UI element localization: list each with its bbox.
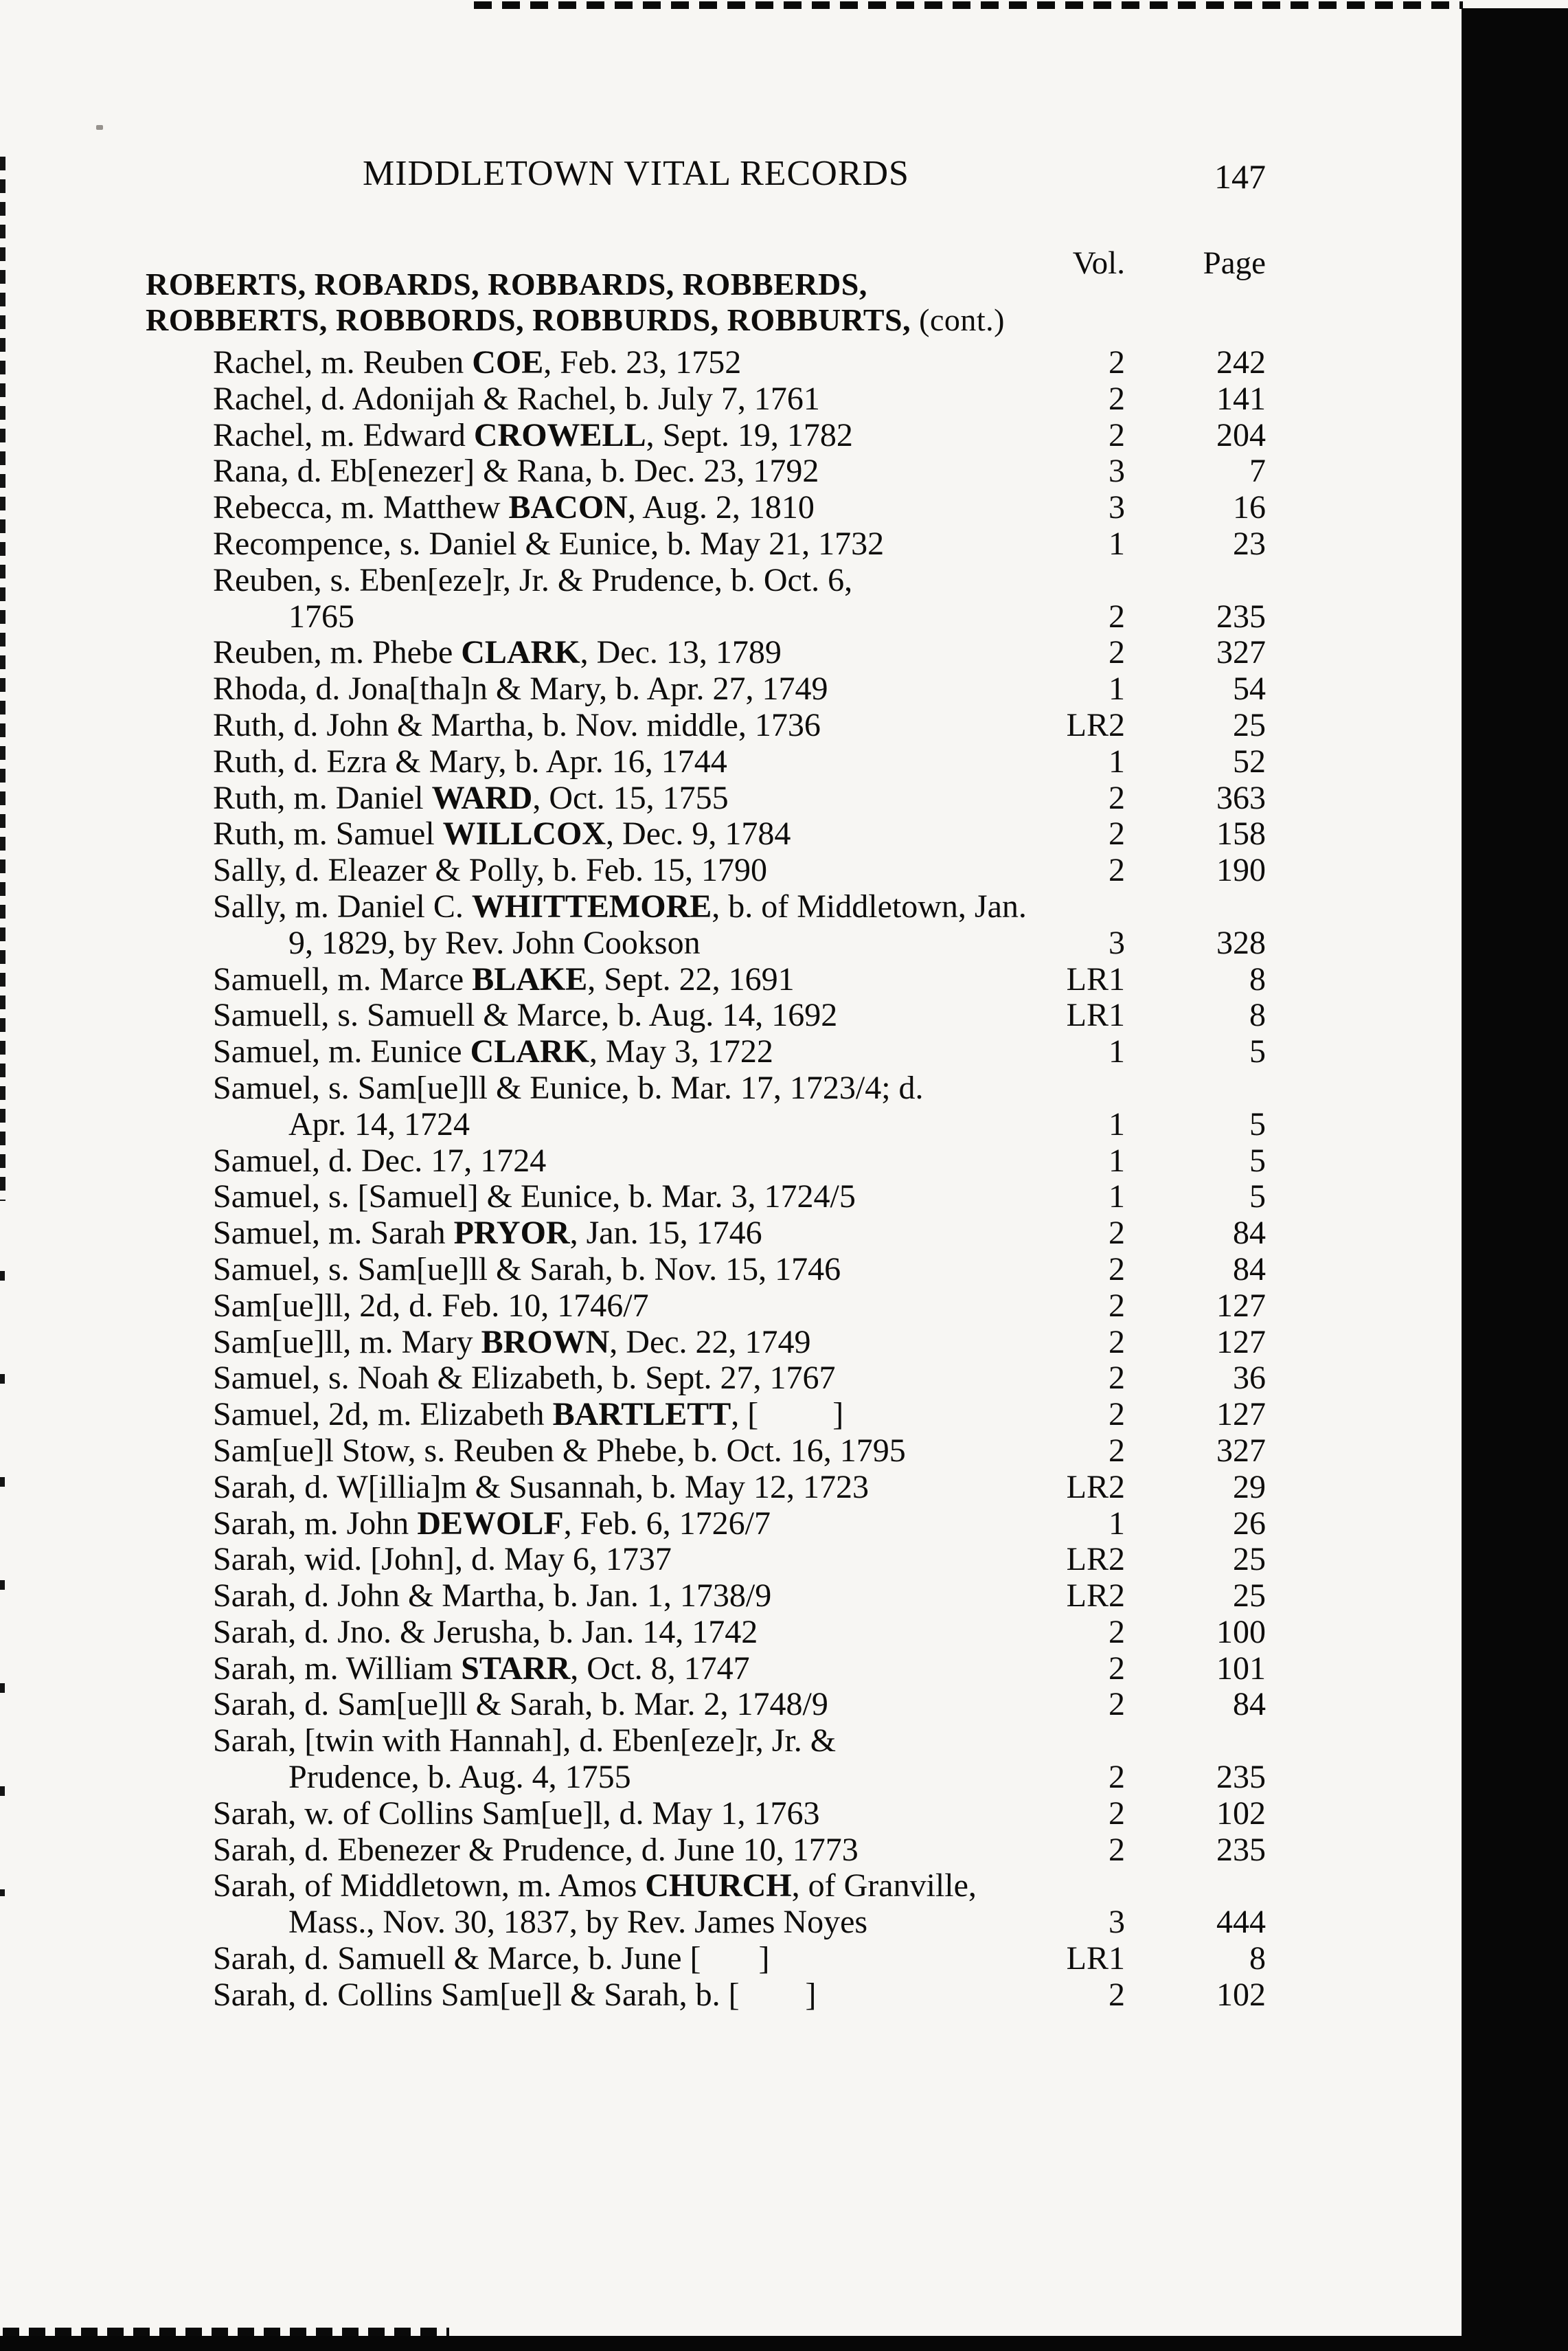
record-text: Samuel, d. Dec. 17, 1724 [213,1142,547,1179]
record-vol: 2 [1109,634,1125,671]
page-title: MIDDLETOWN VITAL RECORDS [363,154,909,193]
record-text: Sarah, d. Samuell & Marce, b. June [ ] [213,1940,770,1977]
record-row [0,1252,1568,1288]
record-vol: LR2 [1066,1577,1125,1615]
record-vol: 2 [1109,1976,1125,2013]
record-page: 16 [1233,489,1266,526]
record-row [0,563,1568,599]
record-vol: 1 [1109,1033,1125,1070]
record-text: Sam[ue]ll, m. Mary BROWN, Dec. 22, 1749 [213,1323,811,1360]
record-text: Sarah, [twin with Hannah], d. Eben[eze]r, Jr. & [213,1722,837,1759]
record-page: 235 [1216,1831,1266,1868]
record-vol: 1 [1109,1505,1125,1542]
record-text: Sarah, d. Sam[ue]ll & Sarah, b. Mar. 2, 1748/9 [213,1686,828,1723]
record-page: 328 [1216,924,1266,961]
record-vol: 2 [1109,1250,1125,1287]
record-page: 127 [1216,1287,1266,1324]
record-page: 5 [1249,1105,1266,1143]
record-vol: 2 [1109,380,1125,417]
record-text: Prudence, b. Aug. 4, 1755 [288,1759,631,1796]
record-text: Rebecca, m. Matthew BACON, Aug. 2, 1810 [213,489,815,526]
surname-heading [146,267,1005,338]
record-row [0,816,1568,853]
record-text: Sarah, wid. [John], d. May 6, 1737 [213,1541,672,1578]
record-row [0,1397,1568,1433]
surname-heading-line1: ROBERTS, ROBARDS, ROBBARDS, ROBBERDS, [146,267,867,302]
record-vol: 1 [1109,1105,1125,1143]
record-text: 9, 1829, by Rev. John Cookson [288,924,701,961]
record-vol: 1 [1109,1142,1125,1179]
entries-list [0,345,1568,2014]
record-text: Sarah, d. John & Martha, b. Jan. 1, 1738/9 [213,1577,772,1615]
record-page: 127 [1216,1396,1266,1433]
record-row [0,1143,1568,1180]
record-page: 8 [1249,960,1266,998]
record-text: Reuben, m. Phebe CLARK, Dec. 13, 1789 [213,634,782,671]
record-page: 242 [1216,344,1266,381]
record-page: 235 [1216,1759,1266,1796]
record-page: 84 [1233,1215,1266,1252]
record-row [0,453,1568,490]
record-text: Sally, d. Eleazer & Polly, b. Feb. 15, 1790 [213,852,767,889]
record-page: 444 [1216,1904,1266,1941]
page-column-header: Page [1203,245,1266,281]
record-row [0,381,1568,418]
top-dashed-scan-border [474,1,1463,9]
record-page: 7 [1249,453,1266,490]
record-row [0,998,1568,1034]
record-row [0,853,1568,889]
scan-speck [96,125,103,130]
record-vol: 2 [1109,416,1125,453]
record-row [0,1759,1568,1796]
record-text: Sarah, w. of Collins Sam[ue]l, d. May 1, 1763 [213,1795,820,1832]
record-vol: 3 [1109,1904,1125,1941]
record-vol: 2 [1109,779,1125,816]
record-vol: 2 [1109,1759,1125,1796]
record-vol: 2 [1109,1360,1125,1397]
bottom-left-dashed-scan-border [3,2328,449,2336]
record-text: Mass., Nov. 30, 1837, by Rev. James Noyes [288,1904,868,1941]
record-vol: 2 [1109,1613,1125,1650]
record-page: 327 [1216,634,1266,671]
record-page: 5 [1249,1033,1266,1070]
record-page: 8 [1249,1940,1266,1977]
record-row [0,490,1568,526]
record-text: Samuell, m. Marce BLAKE, Sept. 22, 1691 [213,960,795,998]
record-text: Ruth, d. Ezra & Mary, b. Apr. 16, 1744 [213,743,727,780]
record-page: 26 [1233,1505,1266,1542]
record-row [0,635,1568,671]
record-text: Recompence, s. Daniel & Eunice, b. May 21, 1732 [213,525,885,562]
record-text: Ruth, m. Daniel WARD, Oct. 15, 1755 [213,779,729,816]
record-text: Samuel, s. Noah & Elizabeth, b. Sept. 27, 1767 [213,1360,836,1397]
record-vol: 2 [1109,598,1125,635]
record-text: Sarah, d. W[illia]m & Susannah, b. May 12, 1723 [213,1468,869,1505]
record-vol: LR1 [1066,1940,1125,1977]
record-text: Samuel, m. Eunice CLARK, May 3, 1722 [213,1033,773,1070]
record-row [0,1215,1568,1252]
record-page: 8 [1249,997,1266,1034]
record-vol: 2 [1109,1323,1125,1360]
record-row [0,599,1568,635]
record-vol: 2 [1109,1215,1125,1252]
record-page: 235 [1216,598,1266,635]
surname-heading-line2: ROBBERTS, ROBBORDS, ROBBURDS, ROBBURTS, (cont.) [146,302,1005,337]
record-vol: 2 [1109,1831,1125,1868]
record-vol: 2 [1109,1287,1125,1324]
record-page: 54 [1233,671,1266,708]
record-row [0,1179,1568,1215]
record-text: Sam[ue]ll, 2d, d. Feb. 10, 1746/7 [213,1287,649,1324]
record-row [0,744,1568,780]
record-page: 327 [1216,1432,1266,1469]
record-row [0,1034,1568,1070]
record-vol: 2 [1109,344,1125,381]
record-row [0,1904,1568,1941]
record-text: Rana, d. Eb[enezer] & Rana, b. Dec. 23, 1792 [213,453,819,490]
record-row [0,345,1568,381]
record-text: Samuel, m. Sarah PRYOR, Jan. 15, 1746 [213,1215,762,1252]
record-text: Sarah, of Middletown, m. Amos CHURCH, of Granville, [213,1867,977,1904]
record-page: 84 [1233,1250,1266,1287]
record-text: Sally, m. Daniel C. WHITTEMORE, b. of Middletown, Jan. [213,888,1027,925]
record-page: 141 [1216,380,1266,417]
record-text: Ruth, d. John & Martha, b. Nov. middle, 1736 [213,706,821,743]
record-vol: 2 [1109,1432,1125,1469]
record-page: 52 [1233,743,1266,780]
record-row [0,1325,1568,1361]
record-row [0,889,1568,925]
record-row [0,1941,1568,1977]
record-row [0,1868,1568,1904]
record-vol: LR2 [1066,1541,1125,1578]
record-text: Samuel, s. Sam[ue]ll & Eunice, b. Mar. 17, 1723/4; d. [213,1069,924,1106]
record-page: 100 [1216,1613,1266,1650]
record-vol: 3 [1109,924,1125,961]
record-row [0,1107,1568,1143]
record-row [0,780,1568,817]
record-text: Sarah, m. William STARR, Oct. 8, 1747 [213,1650,750,1687]
record-vol: 2 [1109,1686,1125,1723]
record-text: Apr. 14, 1724 [288,1105,470,1143]
record-vol: LR1 [1066,997,1125,1034]
record-page: 102 [1216,1795,1266,1832]
record-text: Samuel, s. [Samuel] & Eunice, b. Mar. 3, 1724/5 [213,1178,856,1215]
record-row [0,1433,1568,1470]
record-row [0,1615,1568,1651]
record-vol: LR1 [1066,960,1125,998]
record-page: 101 [1216,1650,1266,1687]
record-text: Rachel, d. Adonijah & Rachel, b. July 7, 1761 [213,380,820,417]
record-row [0,1288,1568,1325]
record-row [0,1977,1568,2014]
record-vol: 1 [1109,671,1125,708]
bottom-scan-bar [0,2336,1568,2351]
record-text: Ruth, m. Samuel WILLCOX, Dec. 9, 1784 [213,815,791,853]
record-text: Reuben, s. Eben[eze]r, Jr. & Prudence, b. Oct. 6, [213,561,853,598]
record-page: 5 [1249,1142,1266,1179]
record-text: Sarah, d. Jno. & Jerusha, b. Jan. 14, 1742 [213,1613,758,1650]
record-text: Samuell, s. Samuell & Marce, b. Aug. 14, 1692 [213,997,838,1034]
record-page: 25 [1233,1577,1266,1615]
record-vol: 1 [1109,743,1125,780]
record-page: 36 [1233,1360,1266,1397]
page-number: 147 [1214,157,1266,196]
record-page: 190 [1216,852,1266,889]
record-page: 29 [1233,1468,1266,1505]
record-row [0,925,1568,962]
record-vol: 1 [1109,525,1125,562]
record-row [0,962,1568,998]
record-vol: 2 [1109,815,1125,853]
record-row [0,1360,1568,1397]
record-row [0,1542,1568,1578]
record-text: Sarah, d. Ebenezer & Prudence, d. June 10, 1773 [213,1831,859,1868]
record-text: Sarah, m. John DEWOLF, Feb. 6, 1726/7 [213,1505,771,1542]
record-page: 25 [1233,706,1266,743]
record-row [0,1506,1568,1542]
record-vol: 2 [1109,852,1125,889]
record-vol: 2 [1109,1795,1125,1832]
record-page: 84 [1233,1686,1266,1723]
record-text: Samuel, 2d, m. Elizabeth BARTLETT, [ ] [213,1396,844,1433]
record-row [0,1723,1568,1759]
record-text: Rhoda, d. Jona[tha]n & Mary, b. Apr. 27, 1749 [213,671,828,708]
record-page: 25 [1233,1541,1266,1578]
record-vol: LR2 [1066,706,1125,743]
record-row [0,671,1568,708]
record-vol: 3 [1109,453,1125,490]
record-text: Sarah, d. Collins Sam[ue]l & Sarah, b. [ ] [213,1976,817,2013]
record-row [0,1832,1568,1869]
record-row [0,1578,1568,1615]
record-text: Sam[ue]l Stow, s. Reuben & Phebe, b. Oct. 16, 1795 [213,1432,906,1469]
record-page: 204 [1216,416,1266,453]
record-text: Samuel, s. Sam[ue]ll & Sarah, b. Nov. 15, 1746 [213,1250,841,1287]
record-page: 102 [1216,1976,1266,2013]
record-row [0,526,1568,563]
record-vol: LR2 [1066,1468,1125,1505]
record-page: 127 [1216,1323,1266,1360]
record-row [0,1687,1568,1723]
record-row [0,1796,1568,1832]
vol-column-header: Vol. [1072,245,1125,281]
record-page: 158 [1216,815,1266,853]
record-page: 23 [1233,525,1266,562]
record-vol: 3 [1109,489,1125,526]
record-text: 1765 [288,598,354,635]
record-vol: 2 [1109,1650,1125,1687]
record-text: Rachel, m. Edward CROWELL, Sept. 19, 1782 [213,416,853,453]
record-vol: 1 [1109,1178,1125,1215]
record-page: 363 [1216,779,1266,816]
record-text: Rachel, m. Reuben COE, Feb. 23, 1752 [213,344,742,381]
record-page: 5 [1249,1178,1266,1215]
record-vol: 2 [1109,1396,1125,1433]
record-row [0,708,1568,744]
record-row [0,1070,1568,1107]
record-row [0,1651,1568,1687]
record-row [0,1470,1568,1506]
record-row [0,418,1568,454]
